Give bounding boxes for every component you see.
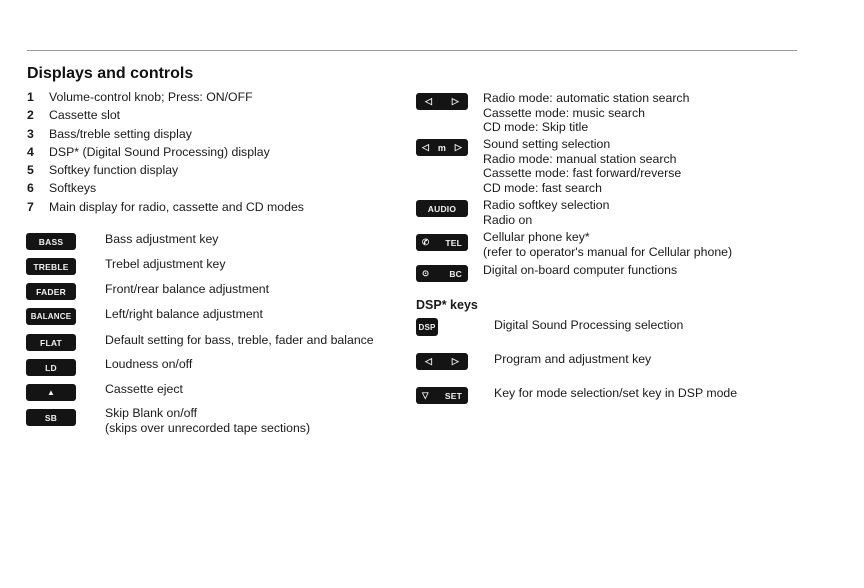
dial-icon: ⊙ [422, 268, 430, 278]
tel-key-desc [483, 230, 732, 259]
desc-line: (refer to operator's manual for Cellular phone) [483, 244, 733, 259]
desc-line: CD mode: Skip title [483, 120, 589, 134]
sound-key[interactable] [416, 139, 468, 156]
item-number: 5 [27, 163, 34, 178]
list-item [27, 88, 304, 106]
set-key[interactable] [416, 387, 468, 404]
list-item [27, 161, 304, 179]
skip-blank-key-desc [105, 406, 310, 435]
top-rule [27, 50, 797, 51]
desc-line: Cassette mode: fast forward/reverse [483, 166, 682, 180]
fader-key[interactable]: FADER [26, 283, 76, 300]
set-label: SET [444, 390, 462, 401]
program-key-desc: Program and adjustment key [494, 352, 652, 366]
item-number: 2 [27, 108, 34, 123]
item-text: Bass/treble setting display [49, 126, 192, 141]
list-item [27, 106, 304, 124]
dsp-heading: DSP* keys [416, 298, 478, 312]
item-number: 3 [27, 126, 34, 141]
item-text: Main display for radio, cassette and CD modes [49, 199, 304, 214]
item-number: 4 [27, 144, 34, 159]
fader-key-desc: Front/rear balance adjustment [105, 282, 270, 296]
item-number: 7 [27, 199, 34, 214]
bc-label: BC [449, 268, 462, 279]
list-item [27, 143, 304, 161]
treble-key[interactable]: TREBLE [26, 258, 76, 275]
desc-line: CD mode: fast search [483, 180, 602, 195]
list-item [27, 179, 304, 197]
bc-key[interactable] [416, 265, 468, 282]
sound-key-desc [483, 137, 681, 195]
program-key[interactable] [416, 353, 468, 370]
item-text: Softkey function display [49, 163, 179, 178]
item-text: Volume-control knob; Press: ON/OFF [49, 90, 253, 104]
desc-line: Radio on [483, 212, 533, 227]
phone-icon: ✆ [422, 237, 430, 247]
desc-line: Cassette mode: music search [483, 105, 645, 120]
seek-key-desc [483, 91, 689, 135]
desc-line: Cellular phone key* [483, 230, 590, 244]
arrow-right-icon: ▷ [451, 96, 459, 106]
page-heading: Displays and controls [27, 65, 194, 82]
loudness-key-desc: Loudness on/off [105, 357, 193, 371]
item-text: Cassette slot [49, 108, 121, 123]
balance-key-desc: Left/right balance adjustment [105, 307, 263, 321]
arrow-left-icon: ◁ [425, 96, 433, 106]
eject-key[interactable]: ▲ [26, 384, 76, 401]
arrow-right-icon: ▷ [454, 142, 462, 152]
eject-key-desc: Cassette eject [105, 382, 183, 396]
tel-key[interactable] [416, 234, 468, 251]
m-icon: m [437, 142, 447, 153]
arrow-left-icon: ◁ [422, 142, 430, 152]
triangle-down-icon: ▽ [422, 390, 429, 400]
loudness-key[interactable]: LD [26, 359, 76, 376]
set-key-desc: Key for mode selection/set key in DSP mode [494, 386, 738, 400]
dsp-key-desc: Digital Sound Processing selection [494, 318, 684, 332]
treble-key-desc: Trebel adjustment key [105, 257, 226, 271]
list-item [27, 198, 304, 216]
list-item [27, 125, 304, 143]
item-number: 1 [27, 90, 34, 104]
numbered-list [27, 88, 304, 216]
item-text: Softkeys [49, 181, 97, 196]
arrow-right-icon: ▷ [451, 356, 459, 366]
bass-key[interactable]: BASS [26, 233, 76, 250]
desc-line: Skip Blank on/off [105, 406, 198, 420]
seek-key[interactable] [416, 93, 468, 110]
tel-label: TEL [445, 237, 462, 248]
bc-key-desc: Digital on-board computer functions [483, 263, 678, 277]
flat-key[interactable]: FLAT [26, 334, 76, 351]
flat-key-desc: Default setting for bass, treble, fader and balance [105, 333, 374, 347]
desc-line: Radio softkey selection [483, 198, 610, 212]
balance-key[interactable]: BALANCE [26, 308, 76, 325]
desc-line: Radio mode: automatic station search [483, 91, 690, 105]
desc-line: (skips over unrecorded tape sections) [105, 420, 311, 435]
desc-line: Radio mode: manual station search [483, 151, 677, 166]
audio-key[interactable]: AUDIO [416, 200, 468, 217]
audio-key-desc [483, 198, 609, 227]
dsp-key[interactable]: DSP [416, 318, 438, 336]
desc-line: Sound setting selection [483, 137, 611, 151]
item-number: 6 [27, 181, 34, 196]
arrow-left-icon: ◁ [425, 356, 433, 366]
item-text: DSP* (Digital Sound Processing) display [49, 144, 270, 159]
skip-blank-key[interactable]: SB [26, 409, 76, 426]
bass-key-desc: Bass adjustment key [105, 232, 219, 246]
